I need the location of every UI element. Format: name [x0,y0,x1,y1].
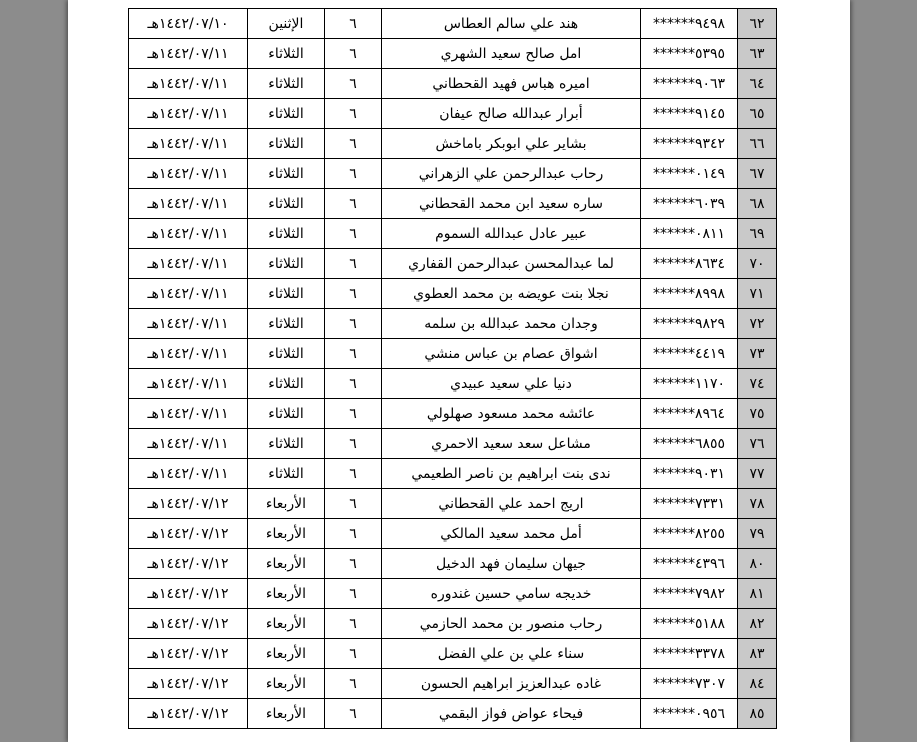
grade-cell: ٦ [325,99,382,129]
id-number-cell: ******١١٧٠ [641,369,738,399]
row-number-cell: ٧٤ [738,369,777,399]
id-number-cell: ******٦٠٣٩ [641,189,738,219]
row-number-cell: ٨٤ [738,669,777,699]
grade-cell: ٦ [325,609,382,639]
student-name-cell: بشاير علي ابوبكر باماخش [382,129,641,159]
student-name-cell: لما عبدالمحسن عبدالرحمن القفاري [382,249,641,279]
id-number-cell: ******٧٣٣١ [641,489,738,519]
date-cell: ١٤٤٢/٠٧/١١هـ [129,249,248,279]
day-cell: الثلاثاء [248,309,325,339]
id-number-cell: ******٩٣٤٢ [641,129,738,159]
date-cell: ١٤٤٢/٠٧/١٢هـ [129,639,248,669]
table-row [129,489,777,519]
row-number-cell: ٧٣ [738,339,777,369]
id-number-cell: ******٩٨٢٩ [641,309,738,339]
day-cell: الثلاثاء [248,249,325,279]
id-number-cell: ******٩٠٣١ [641,459,738,489]
grade-cell: ٦ [325,639,382,669]
student-name-cell: هند علي سالم العطاس [382,9,641,39]
date-cell: ١٤٤٢/٠٧/١١هـ [129,39,248,69]
grade-cell: ٦ [325,39,382,69]
table-row [129,459,777,489]
row-number-cell: ٨٥ [738,699,777,729]
table-row [129,339,777,369]
id-number-cell: ******٠٩٥٦ [641,699,738,729]
day-cell: الثلاثاء [248,429,325,459]
student-name-cell: سناء علي بن علي الفضل [382,639,641,669]
row-number-cell: ٦٢ [738,9,777,39]
date-cell: ١٤٤٢/٠٧/١٢هـ [129,549,248,579]
date-cell: ١٤٤٢/٠٧/١١هـ [129,369,248,399]
day-cell: الثلاثاء [248,219,325,249]
grade-cell: ٦ [325,309,382,339]
table-row [129,699,777,729]
row-number-cell: ٦٨ [738,189,777,219]
day-cell: الأربعاء [248,639,325,669]
row-number-cell: ٨١ [738,579,777,609]
schedule-table [128,8,777,729]
day-cell: الأربعاء [248,699,325,729]
row-number-cell: ٦٣ [738,39,777,69]
student-name-cell: رحاب منصور بن محمد الحازمي [382,609,641,639]
day-cell: الثلاثاء [248,69,325,99]
student-name-cell: نجلا بنت عويضه بن محمد العطوي [382,279,641,309]
student-name-cell: اميره هباس فهيد القحطاني [382,69,641,99]
table-body [129,9,777,729]
table-row [129,309,777,339]
id-number-cell: ******٥١٨٨ [641,609,738,639]
table-row [129,189,777,219]
id-number-cell: ******٨٩٦٤ [641,399,738,429]
grade-cell: ٦ [325,249,382,279]
date-cell: ١٤٤٢/٠٧/١١هـ [129,279,248,309]
row-number-cell: ٨٠ [738,549,777,579]
day-cell: الثلاثاء [248,279,325,309]
grade-cell: ٦ [325,339,382,369]
student-name-cell: اشواق عصام بن عباس منشي [382,339,641,369]
row-number-cell: ٨٢ [738,609,777,639]
date-cell: ١٤٤٢/٠٧/١١هـ [129,309,248,339]
id-number-cell: ******٧٩٨٢ [641,579,738,609]
date-cell: ١٤٤٢/٠٧/١٠هـ [129,9,248,39]
table-row [129,639,777,669]
table-row [129,519,777,549]
table-row [129,279,777,309]
student-name-cell: غاده عبدالعزيز ابراهيم الحسون [382,669,641,699]
id-number-cell: ******٣٣٧٨ [641,639,738,669]
table-row [129,669,777,699]
date-cell: ١٤٤٢/٠٧/١١هـ [129,69,248,99]
student-name-cell: دنيا علي سعيد عبيدي [382,369,641,399]
date-cell: ١٤٤٢/٠٧/١٢هـ [129,519,248,549]
grade-cell: ٦ [325,519,382,549]
id-number-cell: ******٤٣٩٦ [641,549,738,579]
id-number-cell: ******٨٦٣٤ [641,249,738,279]
id-number-cell: ******٨٩٩٨ [641,279,738,309]
id-number-cell: ******٩١٤٥ [641,99,738,129]
day-cell: الثلاثاء [248,159,325,189]
day-cell: الأربعاء [248,579,325,609]
grade-cell: ٦ [325,129,382,159]
date-cell: ١٤٤٢/٠٧/١٢هـ [129,669,248,699]
day-cell: الأربعاء [248,549,325,579]
table-row [129,549,777,579]
student-name-cell: اريج احمد علي القحطاني [382,489,641,519]
table-row [129,219,777,249]
student-name-cell: أبرار عبدالله صالح عيفان [382,99,641,129]
row-number-cell: ٦٤ [738,69,777,99]
grade-cell: ٦ [325,579,382,609]
student-name-cell: امل صالح سعيد الشهري [382,39,641,69]
grade-cell: ٦ [325,219,382,249]
day-cell: الثلاثاء [248,129,325,159]
row-number-cell: ٧٧ [738,459,777,489]
id-number-cell: ******٦٨٥٥ [641,429,738,459]
table-row [129,579,777,609]
date-cell: ١٤٤٢/٠٧/١١هـ [129,129,248,159]
day-cell: الأربعاء [248,609,325,639]
id-number-cell: ******٥٣٩٥ [641,39,738,69]
table-row [129,69,777,99]
date-cell: ١٤٤٢/٠٧/١٢هـ [129,489,248,519]
student-name-cell: جيهان سليمان فهد الدخيل [382,549,641,579]
date-cell: ١٤٤٢/٠٧/١١هـ [129,429,248,459]
row-number-cell: ٦٧ [738,159,777,189]
grade-cell: ٦ [325,429,382,459]
date-cell: ١٤٤٢/٠٧/١١هـ [129,99,248,129]
id-number-cell: ******٩٠٦٣ [641,69,738,99]
date-cell: ١٤٤٢/٠٧/١١هـ [129,159,248,189]
grade-cell: ٦ [325,669,382,699]
date-cell: ١٤٤٢/٠٧/١٢هـ [129,579,248,609]
student-name-cell: وجدان محمد عبدالله بن سلمه [382,309,641,339]
day-cell: الثلاثاء [248,99,325,129]
student-name-cell: خديجه سامي حسين غندوره [382,579,641,609]
day-cell: الثلاثاء [248,369,325,399]
day-cell: الثلاثاء [248,399,325,429]
date-cell: ١٤٤٢/٠٧/١١هـ [129,189,248,219]
id-number-cell: ******٩٤٩٨ [641,9,738,39]
document-page [68,0,850,742]
grade-cell: ٦ [325,9,382,39]
day-cell: الإثنين [248,9,325,39]
day-cell: الأربعاء [248,489,325,519]
row-number-cell: ٧٥ [738,399,777,429]
row-number-cell: ٧٩ [738,519,777,549]
table-row [129,39,777,69]
student-name-cell: فيحاء عواض فواز البقمي [382,699,641,729]
table-row [129,159,777,189]
id-number-cell: ******٠١٤٩ [641,159,738,189]
row-number-cell: ٧١ [738,279,777,309]
row-number-cell: ٧٢ [738,309,777,339]
table-row [129,99,777,129]
table-row [129,369,777,399]
grade-cell: ٦ [325,459,382,489]
date-cell: ١٤٤٢/٠٧/١١هـ [129,219,248,249]
grade-cell: ٦ [325,159,382,189]
table-row [129,9,777,39]
id-number-cell: ******٤٤١٩ [641,339,738,369]
grade-cell: ٦ [325,399,382,429]
grade-cell: ٦ [325,279,382,309]
date-cell: ١٤٤٢/٠٧/١١هـ [129,459,248,489]
table-row [129,609,777,639]
table-row [129,429,777,459]
row-number-cell: ٨٣ [738,639,777,669]
grade-cell: ٦ [325,549,382,579]
student-name-cell: عائشه محمد مسعود صهلولي [382,399,641,429]
date-cell: ١٤٤٢/٠٧/١١هـ [129,399,248,429]
row-number-cell: ٦٥ [738,99,777,129]
id-number-cell: ******٧٣٠٧ [641,669,738,699]
student-name-cell: عبير عادل عبدالله السموم [382,219,641,249]
date-cell: ١٤٤٢/٠٧/١٢هـ [129,699,248,729]
grade-cell: ٦ [325,489,382,519]
date-cell: ١٤٤٢/٠٧/١٢هـ [129,609,248,639]
day-cell: الثلاثاء [248,459,325,489]
row-number-cell: ٦٩ [738,219,777,249]
table-row [129,129,777,159]
student-name-cell: رحاب عبدالرحمن علي الزهراني [382,159,641,189]
student-name-cell: مشاعل سعد سعيد الاحمري [382,429,641,459]
id-number-cell: ******٠٨١١ [641,219,738,249]
row-number-cell: ٦٦ [738,129,777,159]
row-number-cell: ٧٠ [738,249,777,279]
grade-cell: ٦ [325,699,382,729]
row-number-cell: ٧٦ [738,429,777,459]
row-number-cell: ٧٨ [738,489,777,519]
day-cell: الثلاثاء [248,339,325,369]
table-row [129,399,777,429]
day-cell: الثلاثاء [248,189,325,219]
id-number-cell: ******٨٢٥٥ [641,519,738,549]
day-cell: الثلاثاء [248,39,325,69]
date-cell: ١٤٤٢/٠٧/١١هـ [129,339,248,369]
day-cell: الأربعاء [248,669,325,699]
day-cell: الأربعاء [248,519,325,549]
grade-cell: ٦ [325,69,382,99]
student-name-cell: ندى بنت ابراهيم بن ناصر الطعيمي [382,459,641,489]
grade-cell: ٦ [325,369,382,399]
grade-cell: ٦ [325,189,382,219]
student-name-cell: ساره سعيد ابن محمد القحطاني [382,189,641,219]
table-row [129,249,777,279]
student-name-cell: أمل محمد سعيد المالكي [382,519,641,549]
